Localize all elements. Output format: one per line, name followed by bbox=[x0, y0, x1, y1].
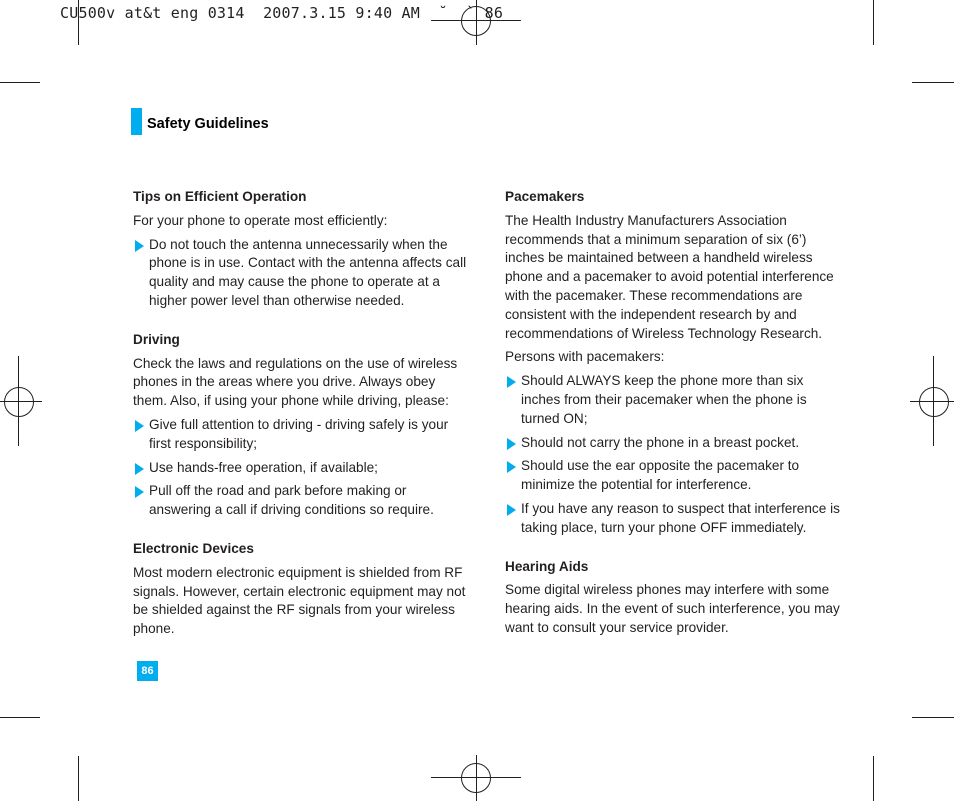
crop-mark bbox=[912, 717, 954, 718]
hearing-body: Some digital wireless phones may interfere with some hearing aids. In the event of such interference, you may want to consult your service provider. bbox=[505, 582, 840, 635]
page-number: 86 bbox=[137, 661, 158, 681]
right-column bbox=[505, 188, 840, 643]
section-accent-bar bbox=[131, 108, 142, 135]
crop-mark bbox=[873, 756, 874, 801]
bullet-arrow-icon bbox=[507, 504, 516, 516]
print-slug: CU500v at&t eng 0314 2007.3.15 9:40 AM ˘ ` 86 bbox=[60, 4, 504, 22]
driving-list bbox=[133, 416, 468, 520]
list-item: If you have any reason to suspect that interference is taking place, turn your phone OFF immediately. bbox=[505, 500, 840, 538]
bullet-arrow-icon bbox=[135, 420, 144, 432]
list-item: Should not carry the phone in a breast pocket. bbox=[505, 434, 840, 453]
bullet-arrow-icon bbox=[507, 376, 516, 388]
list-item: Use hands-free operation, if available; bbox=[133, 459, 468, 478]
pacemakers-body: The Health Industry Manufacturers Association recommends that a minimum separation of six (6’) inches be maintained between a handheld wireless phone and a pacemaker to avoid potential interference with the pacemaker. These recommendations are consistent with the independent research by and recommendations of Wireless Technology Research. bbox=[505, 212, 834, 341]
bullet-arrow-icon bbox=[507, 461, 516, 473]
list-item: Should ALWAYS keep the phone more than six inches from their pacemaker when the phone is turned ON; bbox=[505, 372, 840, 428]
bullet-arrow-icon bbox=[135, 463, 144, 475]
heading-electronic-devices: Electronic Devices bbox=[133, 540, 254, 556]
electronic-body: Most modern electronic equipment is shielded from RF signals. However, certain electronic equipment may not be shielded against the RF signals from your wireless phone. bbox=[133, 564, 466, 637]
list-item: Should use the ear opposite the pacemaker to minimize the potential for interference. bbox=[505, 457, 840, 495]
bullet-arrow-icon bbox=[135, 486, 144, 498]
pacemakers-list bbox=[505, 372, 840, 537]
bullet-arrow-icon bbox=[507, 438, 516, 450]
list-item: Pull off the road and park before making or answering a call if driving conditions so require. bbox=[133, 482, 468, 520]
crop-mark bbox=[873, 0, 874, 45]
crop-mark bbox=[0, 717, 40, 718]
driving-intro: Check the laws and regulations on the use of wireless phones in the areas where you drive. Always obey them. Also, if using your phone while driving, please: bbox=[133, 355, 458, 409]
heading-driving: Driving bbox=[133, 331, 180, 347]
pacemakers-intro: Persons with pacemakers: bbox=[505, 349, 665, 365]
heading-tips: Tips on Efficient Operation bbox=[133, 189, 307, 204]
section-title: Safety Guidelines bbox=[147, 116, 269, 132]
bullet-arrow-icon bbox=[135, 240, 144, 252]
tips-intro: For your phone to operate most efficiently: bbox=[133, 212, 388, 228]
list-item: Give full attention to driving - driving safely is your first responsibility; bbox=[133, 416, 468, 454]
left-column bbox=[133, 188, 468, 644]
crop-mark bbox=[78, 756, 79, 801]
tips-list bbox=[133, 236, 468, 311]
heading-pacemakers: Pacemakers bbox=[505, 189, 585, 204]
crop-mark bbox=[912, 82, 954, 83]
crop-mark bbox=[0, 82, 40, 83]
list-item: Do not touch the antenna unnecessarily when the phone is in use. Contact with the antenna affects call quality and may cause the phone to operate at a higher power level than otherwise needed. bbox=[133, 236, 468, 311]
heading-hearing-aids: Hearing Aids bbox=[505, 558, 589, 574]
